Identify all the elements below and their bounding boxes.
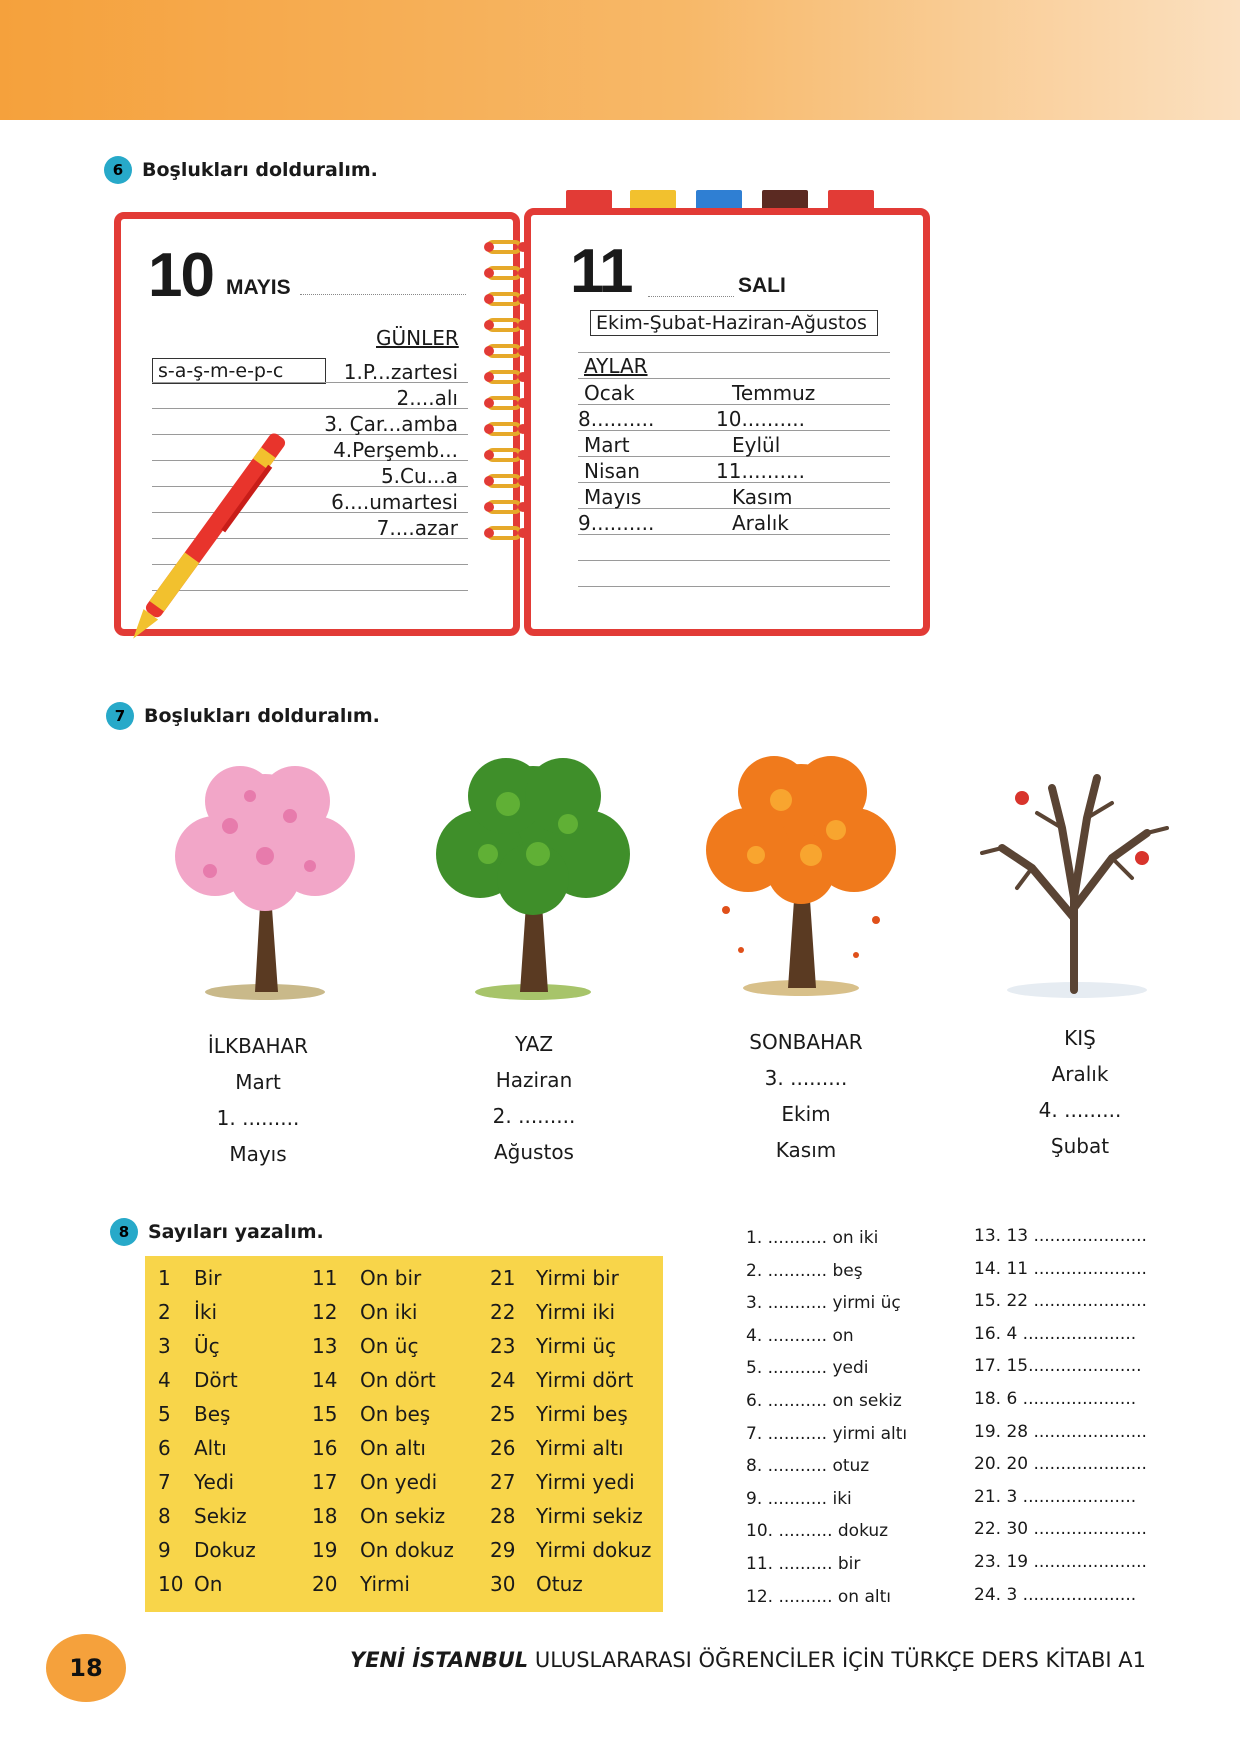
footer-title: [350, 1648, 1146, 1672]
table-word: Yirmi sekiz: [536, 1504, 643, 1528]
rule-line: [578, 352, 890, 353]
exercise-title: Sayıları yazalım.: [148, 1221, 324, 1243]
ring-hole: [484, 476, 494, 486]
question-item: 1. ........... on iki: [746, 1228, 879, 1248]
ring-hole: [518, 372, 528, 382]
table-word: Yirmi: [360, 1572, 410, 1596]
exercise-8-heading: [110, 1218, 324, 1246]
table-number: 16: [312, 1436, 338, 1460]
table-number: 18: [312, 1504, 338, 1528]
question-item: 9. ........... iki: [746, 1488, 852, 1509]
question-item: 4. ........... on: [746, 1325, 854, 1346]
question-item: 6. ........... on sekiz: [746, 1391, 902, 1411]
exercise-6-heading: [104, 156, 378, 184]
rule-line: [578, 560, 890, 561]
table-number: 28: [490, 1504, 516, 1528]
table-word: Bir: [194, 1266, 222, 1290]
table-number: 3: [158, 1334, 171, 1358]
ring-hole: [518, 268, 528, 278]
question-item: 7. ........... yirmi altı: [746, 1423, 908, 1444]
table-word: On dört: [360, 1368, 436, 1392]
summer-tree-image: [418, 744, 648, 1006]
season-month: 3. .........: [764, 1066, 848, 1090]
ring-hole: [518, 450, 528, 460]
month-item: Mayıs: [584, 485, 642, 509]
table-number: 11: [312, 1266, 338, 1290]
question-item: 22. 30 .....................: [974, 1519, 1147, 1540]
season-name: SONBAHAR: [749, 1030, 863, 1054]
ring-hole: [484, 242, 494, 252]
question-item: 18. 6 .....................: [974, 1389, 1137, 1409]
table-number: 15: [312, 1402, 338, 1426]
question-item: 24. 3 .....................: [974, 1584, 1137, 1605]
ring-hole: [518, 242, 528, 252]
day-item: 4.Perşemb...: [333, 438, 458, 462]
ring-hole: [484, 294, 494, 304]
rule-line: [578, 378, 890, 379]
season-month: Aralık: [1051, 1062, 1109, 1086]
winter-tree-image: [962, 758, 1192, 1004]
left-month-label: MAYIS: [226, 276, 291, 299]
table-number: 9: [158, 1538, 171, 1562]
table-number: 19: [312, 1538, 338, 1562]
season-month: Ekim: [781, 1102, 831, 1126]
exercise-number-badge: 6: [104, 156, 132, 184]
ring-hole: [518, 294, 528, 304]
season-month: Mart: [235, 1070, 281, 1094]
ring-hole: [518, 476, 528, 486]
header-band: [0, 0, 1240, 120]
table-word: Yirmi dokuz: [536, 1538, 652, 1562]
season-winter: [980, 1020, 1180, 1164]
table-number: 6: [158, 1436, 171, 1460]
table-word: Yedi: [194, 1470, 235, 1494]
dotted-line: [648, 296, 734, 298]
ring-hole: [518, 346, 528, 356]
table-number: 10: [158, 1572, 184, 1596]
exercise-number-badge: 7: [106, 702, 134, 730]
season-month: 1. .........: [216, 1106, 300, 1130]
table-number: 25: [490, 1402, 516, 1426]
table-word: Yirmi üç: [536, 1334, 616, 1358]
rule-line: [578, 586, 890, 587]
table-word: On altı: [360, 1436, 426, 1460]
month-item: Ocak: [584, 381, 635, 405]
autumn-tree-image: [686, 740, 916, 1002]
table-number: 4: [158, 1368, 171, 1392]
month-item: Mart: [584, 433, 630, 457]
ring-hole: [484, 424, 494, 434]
season-month: Ağustos: [494, 1140, 574, 1164]
table-number: 21: [490, 1266, 516, 1290]
table-number: 8: [158, 1504, 171, 1528]
question-item: 5. ........... yedi: [746, 1358, 869, 1379]
season-name: İLKBAHAR: [207, 1034, 309, 1058]
ring-hole: [518, 528, 528, 538]
months-header: AYLAR: [584, 354, 648, 378]
letters-box: s-a-ş-m-e-p-c: [152, 358, 326, 384]
day-item: 5.Cu...a: [380, 464, 458, 488]
question-item: 21. 3 .....................: [974, 1486, 1137, 1507]
table-word: Dört: [194, 1368, 238, 1392]
ring-hole: [484, 346, 494, 356]
question-item: 3. ........... yirmi üç: [746, 1293, 901, 1314]
months-word-box: Ekim-Şubat-Haziran-Ağustos: [590, 310, 878, 336]
ring-hole: [518, 398, 528, 408]
season-spring: [158, 1028, 358, 1172]
ring-hole: [484, 372, 494, 382]
question-item: 10. .......... dokuz: [746, 1521, 889, 1542]
ring-hole: [484, 502, 494, 512]
ring-hole: [484, 528, 494, 538]
table-word: Otuz: [536, 1572, 583, 1596]
day-item: 6....umartesi: [331, 490, 458, 514]
season-month: Mayıs: [229, 1142, 287, 1166]
table-word: On yedi: [360, 1470, 438, 1494]
table-number: 29: [490, 1538, 516, 1562]
table-word: On üç: [360, 1334, 419, 1358]
table-number: 20: [312, 1572, 338, 1596]
season-autumn: [706, 1024, 906, 1168]
table-number: 22: [490, 1300, 516, 1324]
season-month: 4. .........: [1038, 1098, 1122, 1122]
right-date-number: 11: [570, 237, 632, 306]
day-item: 7....azar: [376, 516, 458, 540]
question-item: 11. .......... bir: [746, 1554, 861, 1574]
table-word: Yirmi iki: [536, 1300, 616, 1324]
table-number: 1: [158, 1266, 171, 1290]
table-word: On bir: [360, 1266, 422, 1290]
table-word: Yirmi dört: [536, 1368, 634, 1392]
footer-book-name: YENİ İSTANBUL: [350, 1648, 529, 1672]
table-number: 24: [490, 1368, 516, 1392]
season-month: 2. .........: [492, 1104, 576, 1128]
exercise-number-badge: 8: [110, 1218, 138, 1246]
season-month: Kasım: [775, 1138, 837, 1162]
left-date-number: 10: [148, 241, 213, 310]
table-number: 7: [158, 1470, 171, 1494]
ring-hole: [484, 398, 494, 408]
month-item: Kasım: [732, 485, 793, 509]
table-number: 14: [312, 1368, 338, 1392]
month-item: Aralık: [732, 511, 789, 535]
table-word: Sekiz: [194, 1504, 247, 1528]
season-summer: [434, 1026, 634, 1170]
table-word: Yirmi yedi: [536, 1470, 635, 1494]
table-word: On sekiz: [360, 1504, 446, 1528]
question-item: 19. 28 .....................: [974, 1421, 1147, 1442]
ring-hole: [518, 320, 528, 330]
pen-illustration: [100, 410, 300, 680]
question-item: 2. ........... beş: [746, 1260, 863, 1281]
table-word: Dokuz: [194, 1538, 256, 1562]
month-item: 8..........: [578, 407, 655, 431]
table-number: 13: [312, 1334, 338, 1358]
month-item: Eylül: [732, 433, 781, 457]
month-item: 11..........: [716, 459, 806, 483]
ring-hole: [484, 450, 494, 460]
season-name: KIŞ: [1064, 1026, 1096, 1050]
dotted-line: [300, 294, 466, 296]
day-item: 1.P...zartesi: [343, 360, 458, 384]
season-name: YAZ: [514, 1032, 554, 1056]
table-word: Yirmi beş: [536, 1402, 628, 1426]
question-item: 16. 4 .....................: [974, 1323, 1137, 1344]
table-word: Altı: [194, 1436, 227, 1460]
table-word: On beş: [360, 1402, 431, 1426]
ring-hole: [518, 502, 528, 512]
ring-hole: [518, 424, 528, 434]
season-month: Şubat: [1050, 1134, 1110, 1158]
pen-grip: [149, 552, 199, 611]
day-item: 3. Çar...amba: [324, 412, 458, 436]
table-number: 2: [158, 1300, 171, 1324]
exercise-title: Boşlukları dolduralım.: [144, 705, 380, 727]
table-word: İki: [194, 1300, 218, 1324]
footer-book-subtitle: ULUSLARARASI ÖĞRENCİLER İÇİN TÜRKÇE DERS KİTABI A1: [528, 1648, 1146, 1672]
table-word: Yirmi bir: [536, 1266, 619, 1290]
table-number: 5: [158, 1402, 171, 1426]
table-word: Beş: [194, 1402, 231, 1426]
table-number: 12: [312, 1300, 338, 1324]
page-number: 18: [69, 1654, 103, 1682]
ring-hole: [484, 320, 494, 330]
month-item: 9..........: [578, 511, 655, 535]
page-number-badge: [46, 1634, 126, 1702]
table-word: On dokuz: [360, 1538, 454, 1562]
question-item: 17. 15.....................: [974, 1356, 1142, 1377]
table-number: 27: [490, 1470, 516, 1494]
days-header: GÜNLER: [376, 326, 459, 350]
question-item: 12. .......... on altı: [746, 1586, 891, 1607]
ring-hole: [484, 268, 494, 278]
table-number: 23: [490, 1334, 516, 1358]
month-item: Temmuz: [732, 381, 816, 405]
table-word: Üç: [194, 1334, 220, 1358]
question-item: 13. 13 .....................: [974, 1226, 1147, 1246]
exercise-7-heading: [106, 702, 380, 730]
table-number: 17: [312, 1470, 338, 1494]
question-item: 14. 11 .....................: [974, 1258, 1147, 1279]
day-item: 2....alı: [396, 386, 458, 410]
month-item: 10..........: [716, 407, 806, 431]
table-word: On: [194, 1572, 223, 1596]
table-word: Yirmi altı: [536, 1436, 624, 1460]
exercise-title: Boşlukları dolduralım.: [142, 159, 378, 181]
spring-tree-image: [150, 756, 380, 1006]
question-item: 15. 22 .....................: [974, 1291, 1147, 1312]
table-number: 30: [490, 1572, 516, 1596]
right-day-label: SALI: [738, 274, 786, 297]
question-item: 23. 19 .....................: [974, 1552, 1147, 1572]
table-word: On iki: [360, 1300, 418, 1324]
question-item: 8. ........... otuz: [746, 1456, 870, 1477]
season-month: Haziran: [495, 1068, 573, 1092]
month-item: Nisan: [584, 459, 640, 483]
table-number: 26: [490, 1436, 516, 1460]
question-item: 20. 20 .....................: [974, 1454, 1147, 1475]
